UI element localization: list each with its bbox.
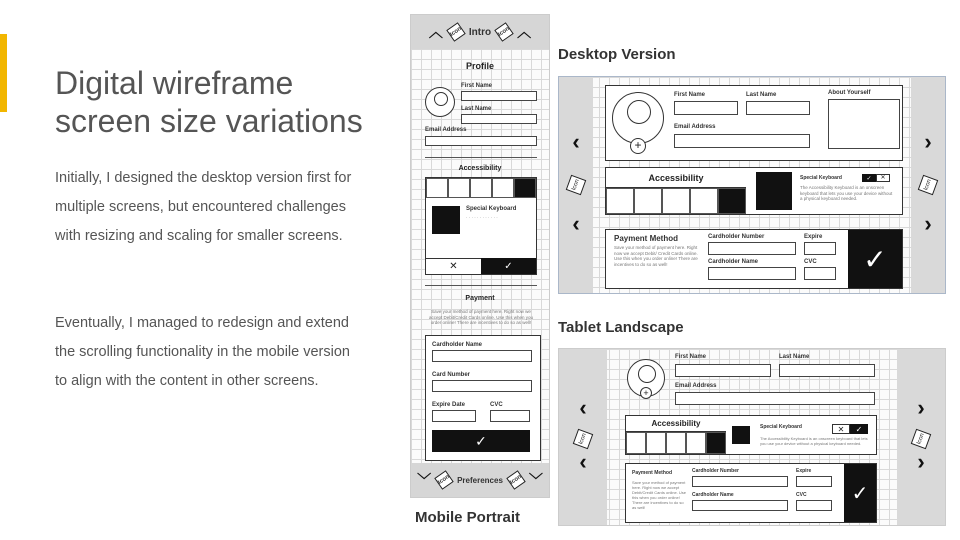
email-field[interactable] [425, 136, 537, 146]
tablet-label: Tablet Landscape [558, 319, 684, 336]
payment-panel [605, 229, 903, 289]
last-name-field[interactable] [461, 114, 537, 124]
tab-special-keyboard[interactable] [706, 432, 726, 454]
cardholder-number-label: Cardholder Number [692, 468, 739, 474]
icon-placeholder: Icon [918, 175, 939, 196]
chevron-up-icon[interactable]: ︿ [517, 24, 532, 40]
submit-payment-button[interactable]: ✓ [432, 430, 530, 452]
keyboard-icon [432, 206, 460, 234]
chevron-left-icon[interactable]: ‹ [579, 449, 587, 474]
about-label: About Yourself [828, 90, 871, 96]
confirm-toggle[interactable]: ✓ [862, 174, 876, 182]
accessibility-heading: Accessibility [626, 416, 726, 432]
cardholder-number-field[interactable] [692, 476, 788, 487]
expire-date-label: Expire Date [432, 402, 466, 408]
payment-method-heading: Payment Method [614, 234, 679, 243]
chevron-right-icon[interactable]: › [924, 129, 932, 154]
confirm-button[interactable]: ✓ [481, 258, 536, 274]
accessibility-panel [625, 415, 877, 455]
icon-placeholder: Icon [434, 470, 453, 489]
avatar-icon[interactable] [612, 92, 664, 144]
tab-colors[interactable] [426, 178, 448, 198]
intro-paragraph: Initially, I designed the desktop version first for multiple screens, but encountered challenges with resizing and scaling for smaller screens. [55, 170, 352, 244]
card-number-field[interactable] [432, 380, 532, 392]
cvc-label: CVC [490, 402, 503, 408]
divider [425, 157, 537, 158]
accessibility-panel [425, 177, 537, 275]
email-field[interactable] [675, 392, 875, 405]
tab-colors[interactable] [606, 188, 634, 214]
profile-panel [605, 85, 903, 161]
first-name-field[interactable] [461, 91, 537, 101]
cardholder-name-field[interactable] [692, 500, 788, 511]
payment-heading: Payment [465, 295, 495, 302]
tab-special-keyboard[interactable] [514, 178, 536, 198]
tab-speech-to-text[interactable] [492, 178, 514, 198]
tablet-wireframe [558, 348, 946, 526]
first-name-label: First Name [461, 83, 493, 89]
cardholder-name-label: Cardholder Name [692, 492, 734, 498]
desktop-wireframe [558, 76, 946, 294]
cardholder-name-label: Cardholder Name [708, 259, 759, 265]
preferences-label: Preferences [457, 475, 503, 485]
email-label: Email Address [425, 127, 467, 133]
last-name-label: Last Name [779, 354, 810, 360]
tab-scale[interactable] [448, 178, 470, 198]
email-label: Email Address [675, 383, 717, 389]
chevron-right-icon[interactable]: › [917, 395, 925, 420]
right-nav-column [911, 77, 945, 293]
chevron-right-icon[interactable]: › [917, 449, 925, 474]
payment-note: Save your method of payment here. Right now we accept Debit/Credit Cards online. Use this when you order online! There are incentives to do so as well! [428, 309, 534, 325]
special-keyboard-label: Special Keyboard [800, 175, 842, 181]
expire-date-field[interactable] [432, 410, 476, 422]
icon-placeholder: Icon [506, 470, 525, 489]
keyboard-description: The Accessibility Keyboard is an onscreen keyboard that lets you use your device without a physical keyboard needed. [760, 436, 868, 446]
payment-note: Save your method of payment here. Right now we accept Debit/ Credit Cards online. Use this when you order online! There are incentives to do so as well! [614, 245, 698, 267]
intro-label: Intro [468, 26, 492, 38]
icon-placeholder: Icon [566, 175, 587, 196]
chevron-left-icon[interactable]: ‹ [572, 211, 580, 236]
avatar-icon[interactable] [425, 87, 455, 117]
tab-speech-to-text[interactable] [690, 188, 718, 214]
keyboard-description: The Accessibility Keyboard is an onscreen keyboard that lets you use your device without a physical keyboard needed. [800, 185, 893, 201]
icon-placeholder: Icon [911, 429, 932, 450]
cardholder-name-field[interactable] [708, 267, 796, 280]
cancel-toggle[interactable]: ✕ [832, 424, 850, 434]
submit-payment-button[interactable]: ✓ [848, 230, 902, 288]
expire-field[interactable] [796, 476, 832, 487]
mobile-label: Mobile Portrait [415, 509, 521, 526]
expire-label: Expire [796, 468, 812, 474]
payment-panel [425, 335, 541, 461]
submit-payment-button[interactable]: ✓ [844, 464, 876, 522]
last-name-field[interactable] [746, 101, 810, 115]
chevron-down-icon[interactable]: ﹀ [528, 472, 543, 488]
email-label: Email Address [674, 124, 716, 130]
icon-placeholder: Icon [494, 22, 513, 41]
chevron-left-icon[interactable]: ‹ [579, 395, 587, 420]
cancel-toggle[interactable]: ✕ [876, 174, 890, 182]
tab-colors[interactable] [626, 432, 646, 454]
cardholder-name-label: Cardholder Name [432, 342, 483, 348]
last-name-field[interactable] [779, 364, 875, 377]
cancel-button[interactable]: ✕ [426, 258, 481, 274]
add-photo-icon[interactable]: + [630, 138, 646, 154]
tab-speech-to-text[interactable] [686, 432, 706, 454]
left-nav-column [559, 349, 607, 525]
cvc-field[interactable] [804, 267, 836, 280]
payment-note: Save your method of payment here. Right now we accept Debit/Credit Cards online. Use this when you order online! There are incentives to do so as well! [632, 480, 687, 510]
tab-scale[interactable] [634, 188, 662, 214]
about-field[interactable] [828, 99, 900, 149]
accessibility-heading: Accessibility [606, 168, 746, 188]
email-field[interactable] [674, 134, 810, 148]
cvc-label: CVC [804, 259, 817, 265]
keyboard-icon [732, 426, 750, 444]
cardholder-name-field[interactable] [432, 350, 532, 362]
tab-screen-reader[interactable] [666, 432, 686, 454]
cvc-field[interactable] [796, 500, 832, 511]
mobile-wireframe [410, 14, 550, 498]
first-name-label: First Name [674, 92, 706, 98]
desktop-label: Desktop Version [558, 46, 676, 63]
last-name-label: Last Name [746, 92, 777, 98]
first-name-field[interactable] [674, 101, 738, 115]
right-nav-column [897, 349, 945, 525]
payment-panel [625, 463, 877, 523]
expire-field[interactable] [804, 242, 836, 255]
mobile-bottom-bar [411, 463, 549, 497]
tab-scale[interactable] [646, 432, 666, 454]
accent-bar [0, 34, 7, 112]
chevron-left-icon[interactable]: ‹ [572, 129, 580, 154]
payment-method-heading: Payment Method [632, 470, 673, 476]
slide-title: Digital wireframe screen size variations [55, 65, 363, 139]
chevron-right-icon[interactable]: › [924, 211, 932, 236]
tab-special-keyboard[interactable] [718, 188, 746, 214]
mobile-scroll-content[interactable] [411, 49, 549, 465]
accessibility-heading: Accessibility [458, 165, 502, 172]
chevron-down-icon[interactable]: ﹀ [417, 472, 432, 488]
mobile-top-bar [411, 15, 549, 49]
icon-placeholder: Icon [446, 22, 465, 41]
profile-heading: Profile [465, 61, 494, 71]
expire-label: Expire [804, 234, 823, 240]
divider [425, 285, 537, 286]
tab-screen-reader[interactable] [470, 178, 492, 198]
first-name-label: First Name [675, 354, 707, 360]
chevron-up-icon[interactable]: ︿ [428, 24, 443, 40]
left-nav-column [559, 77, 593, 293]
special-keyboard-label: Special Keyboard [760, 424, 802, 430]
cvc-label: CVC [796, 492, 807, 498]
tab-screen-reader[interactable] [662, 188, 690, 214]
card-number-label: Card Number [432, 372, 471, 378]
add-photo-icon[interactable]: + [640, 387, 652, 399]
keyboard-description: · · · · · · · · · · · · [466, 215, 498, 220]
accessibility-panel [605, 167, 903, 215]
last-name-label: Last Name [461, 106, 492, 112]
redesign-paragraph: Eventually, I managed to redesign and extend the scrolling functionality in the mobile version to align with the content in other screens. [55, 315, 350, 389]
cardholder-number-field[interactable] [708, 242, 796, 255]
icon-placeholder: Icon [573, 429, 594, 450]
special-keyboard-label: Special Keyboard [466, 206, 517, 212]
confirm-toggle[interactable]: ✓ [850, 424, 868, 434]
cvc-field[interactable] [490, 410, 530, 422]
keyboard-icon [756, 172, 792, 210]
first-name-field[interactable] [675, 364, 771, 377]
cardholder-number-label: Cardholder Number [708, 234, 765, 240]
